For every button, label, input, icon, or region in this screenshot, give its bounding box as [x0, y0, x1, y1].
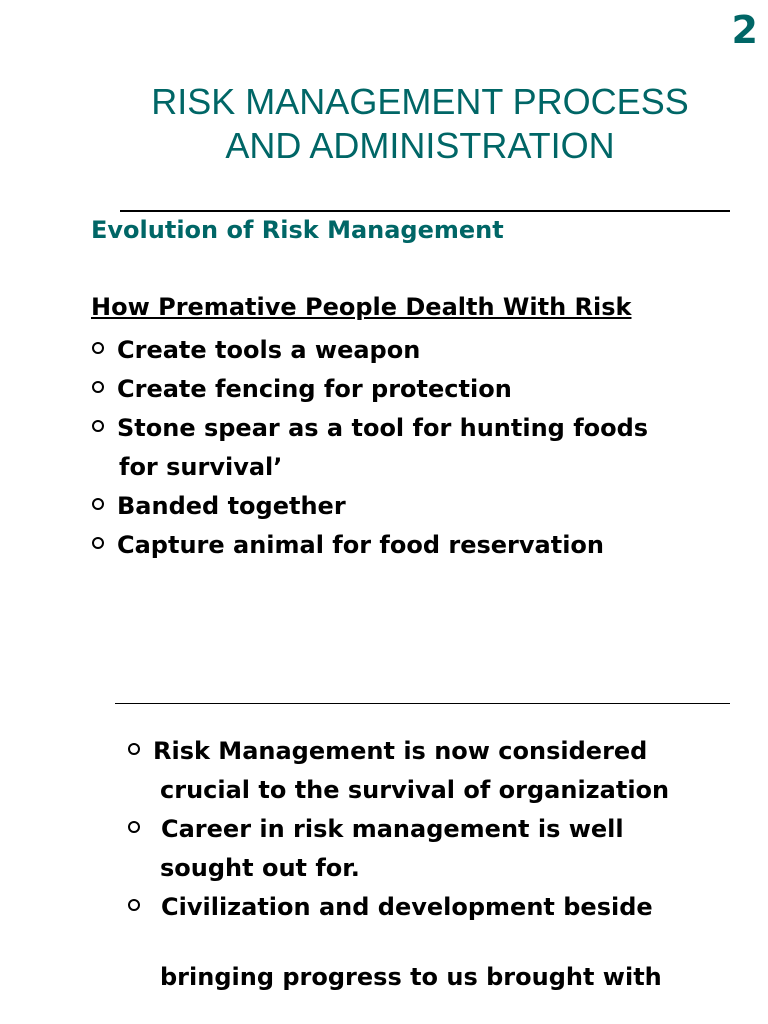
hollow-circle-bullet-icon: [91, 536, 105, 550]
list-item-continuation: crucial to the survival of organization: [160, 776, 670, 804]
list-item-text: Create tools a weapon: [117, 336, 421, 364]
page-number: 2: [731, 8, 758, 52]
list-item-text: Banded together: [117, 492, 346, 520]
sub-heading: How Premative People Dealth With Risk: [91, 293, 632, 321]
hollow-circle-bullet-icon: [127, 820, 141, 834]
section-heading: Evolution of Risk Management: [91, 216, 504, 244]
hollow-circle-bullet-icon: [91, 341, 105, 355]
list-item: [91, 370, 731, 409]
list-item-continuation: for survival’: [119, 453, 283, 481]
page-title: [0, 80, 768, 168]
list-item: [123, 810, 743, 888]
list-item: [91, 331, 731, 370]
page-title-line-1: RISK MANAGEMENT PROCESS: [151, 81, 689, 122]
list-item-text: Civilization and development beside: [161, 893, 653, 921]
page-title-line-2: AND ADMINISTRATION: [225, 125, 615, 166]
hollow-circle-bullet-icon: [91, 419, 105, 433]
list-item-continuation: bringing progress to us brought with: [160, 963, 662, 991]
list-item-text: Risk Management is now considered: [153, 737, 648, 765]
list-item-text: Capture animal for food reservation: [117, 531, 605, 559]
list-item: [91, 526, 731, 565]
list-item: [91, 487, 731, 526]
hollow-circle-bullet-icon: [91, 380, 105, 394]
middle-divider: [115, 703, 730, 704]
list-item: [91, 409, 731, 487]
list-item: [123, 732, 743, 810]
bullet-list-modern-risk: [123, 732, 743, 997]
hollow-circle-bullet-icon: [127, 742, 141, 756]
hollow-circle-bullet-icon: [127, 898, 141, 912]
list-item-text: Stone spear as a tool for hunting foods: [117, 414, 649, 442]
top-divider: [120, 210, 730, 212]
list-item: [123, 888, 743, 997]
list-item-text: Career in risk management is well: [161, 815, 624, 843]
list-item-text: Create fencing for protection: [117, 375, 512, 403]
hollow-circle-bullet-icon: [91, 497, 105, 511]
list-item-continuation: sought out for.: [160, 854, 360, 882]
bullet-list-primitive-risk: [91, 331, 731, 565]
